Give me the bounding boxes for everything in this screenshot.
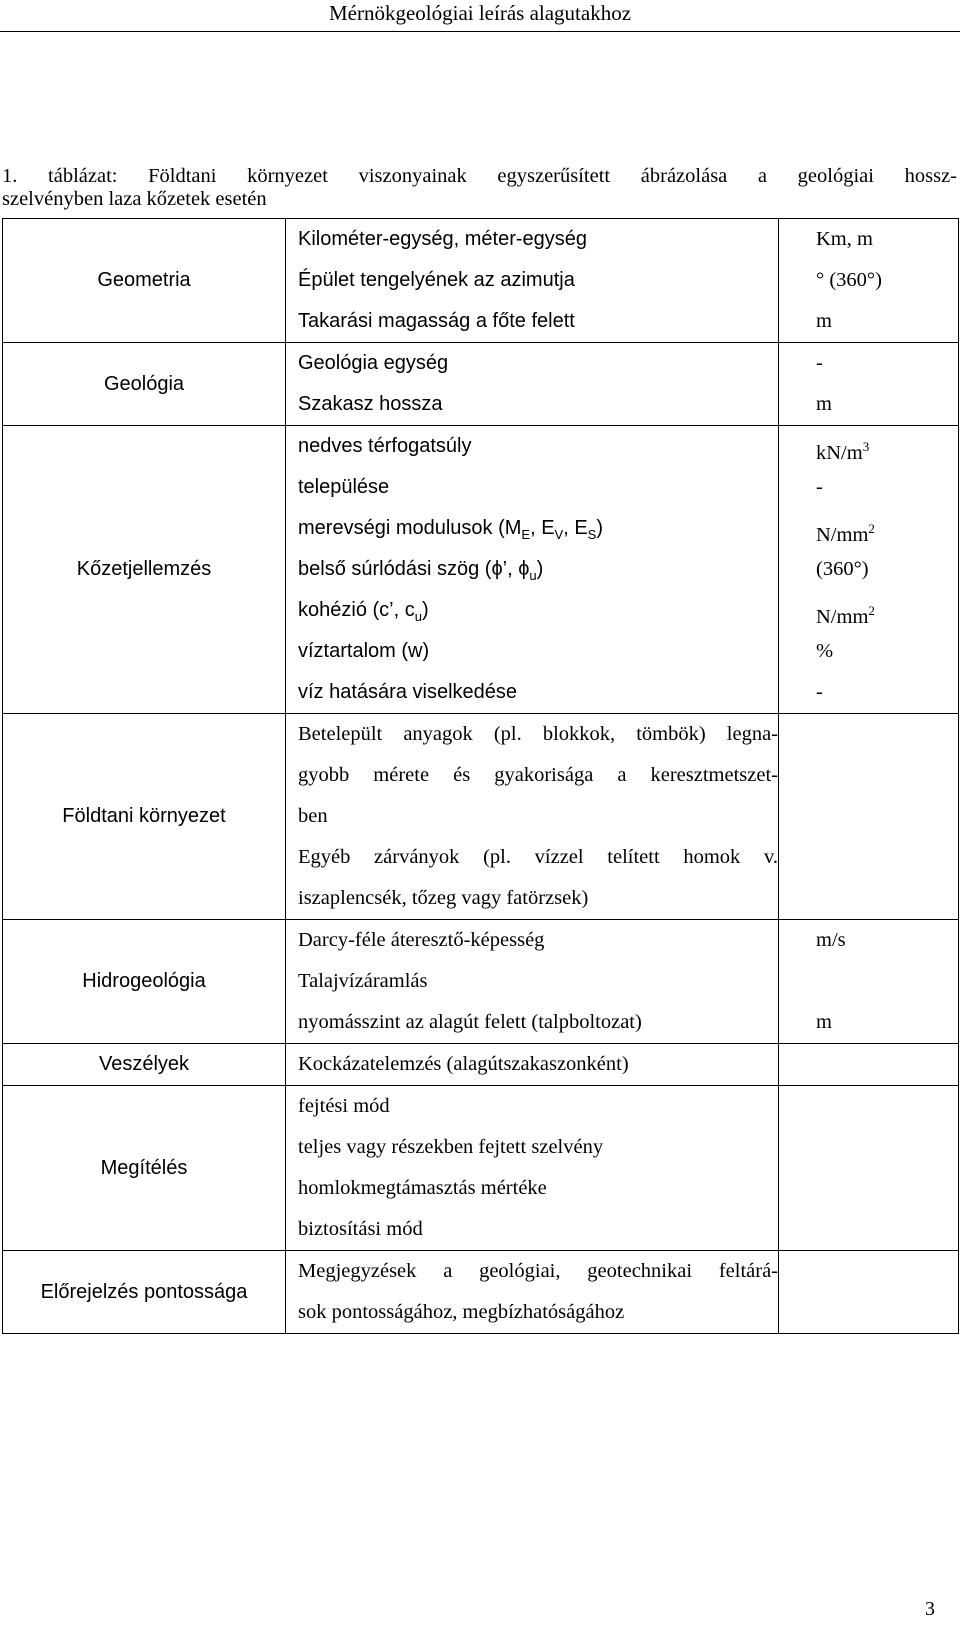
geology-table — [2, 218, 959, 1334]
units-foldtani — [779, 714, 959, 920]
table-row-foldtani — [3, 714, 959, 920]
table-row-geometria — [3, 219, 959, 343]
category-megiteles: Megítélés — [3, 1086, 286, 1251]
items-foldtani — [286, 714, 779, 920]
unit-stiffness: $N/mm^2$ — [816, 521, 875, 546]
friction-label: belső súrlódási szög ( — [298, 558, 492, 580]
foldtani-line-2: gyobb mérete és gyakorisága a keresztmetszet- — [298, 764, 778, 786]
item-risk-analysis: Kockázatelemzés (alagútszakaszonként) — [298, 1053, 629, 1075]
item-cover-height: Takarási magasság a főte felett — [298, 310, 575, 332]
cohesion-label: kohézió (c’, c — [298, 599, 415, 621]
unit-friction: (360°) — [816, 558, 869, 580]
items-veszelyek — [286, 1044, 779, 1086]
units-veszelyek — [779, 1044, 959, 1086]
item-water-behaviour: víz hatására viselkedése — [298, 681, 518, 703]
foldtani-line-4: Egyéb zárványok (pl. vízzel telített homok v. — [298, 846, 778, 868]
units-geologia — [779, 343, 959, 426]
category-geometria: Geometria — [3, 219, 286, 343]
category-elorejelzes: Előrejelzés pontossága — [3, 1251, 286, 1334]
units-kozet — [779, 426, 959, 714]
table-caption — [2, 165, 957, 211]
items-hidrogeologia — [286, 920, 779, 1044]
header-title: Mérnökgeológiai leírás alagutakhoz — [328, 1, 632, 25]
page-header — [0, 0, 960, 28]
unit-section-length: m — [816, 393, 832, 415]
category-foldtani: Földtani környezet — [3, 714, 286, 920]
unit-wet-unit-weight: $kN/m^3$ — [816, 439, 870, 464]
units-megiteles — [779, 1086, 959, 1251]
item-section-length: Szakasz hossza — [298, 393, 443, 415]
item-excavation-mode: fejtési mód — [298, 1095, 390, 1117]
items-kozet — [286, 426, 779, 714]
items-elorejelzes — [286, 1251, 779, 1334]
caption-line-1: 1. táblázat: Földtani környezet viszonyainak egyszerűsített ábrázolása a geológiai hossz- — [2, 165, 957, 187]
unit-water-behaviour: - — [816, 681, 823, 703]
units-geometria — [779, 219, 959, 343]
table-row-kozet — [3, 426, 959, 714]
category-veszelyek: Veszélyek — [3, 1044, 286, 1086]
stiffness-label: merevségi modulusok (M — [298, 517, 522, 539]
item-friction-angle: belső súrlódási szög (ϕ’, $\phi_u$) — [298, 558, 544, 583]
unit-geology-unit: - — [816, 352, 823, 374]
phi-symbol: ϕ’, $\phi_u$ — [491, 558, 537, 583]
foldtani-line-3: ben — [298, 805, 328, 827]
sub-s: S — [587, 527, 597, 542]
table-row-megiteles — [3, 1086, 959, 1251]
item-cohesion: kohézió (c’, $c_u$) — [298, 599, 429, 624]
unit-azimuth: ° (360°) — [816, 269, 882, 291]
caption-line-2: szelvényben laza kőzetek esetén — [2, 188, 267, 210]
item-water-content: víztartalom (w) — [298, 640, 430, 662]
table-row-elorejelzes — [3, 1251, 959, 1334]
foldtani-line-5: iszaplencsék, tőzeg vagy fatörzsek) — [298, 887, 589, 909]
item-azimuth: Épület tengelyének az azimutja — [298, 269, 575, 291]
unit-water-content: % — [816, 640, 834, 662]
item-km: Kilométer-egység, méter-egység — [298, 228, 588, 250]
sub-e: E — [521, 527, 531, 542]
table-row-hidrogeologia — [3, 920, 959, 1044]
item-groundwater-flow: Talajvízáramlás — [298, 970, 428, 992]
item-wet-unit-weight: nedves térfogatsúly — [298, 435, 472, 457]
items-geometria — [286, 219, 779, 343]
unit-cover-height: m — [816, 310, 832, 332]
item-darcy: Darcy-féle áteresztő-képesség — [298, 929, 545, 951]
item-full-or-partial: teljes vagy részekben fejtett szelvény — [298, 1136, 604, 1158]
units-hidrogeologia — [779, 920, 959, 1044]
item-stiffness-moduli: merevségi modulusok ($M_E$, $E_V$, $E_S$) — [298, 517, 604, 542]
item-support-mode: biztosítási mód — [298, 1218, 423, 1240]
item-pressure-level: nyomásszint az alagút felett (talpboltozat) — [298, 1011, 642, 1033]
elorejelzes-line-2: sok pontosságához, megbízhatóságához — [298, 1301, 625, 1323]
item-face-support: homlokmegtámasztás mértéke — [298, 1177, 547, 1199]
unit-cohesion: $N/mm^2$ — [816, 603, 875, 628]
table-row-geologia — [3, 343, 959, 426]
foldtani-line-1: Betelepült anyagok (pl. blokkok, tömbök) legna- — [298, 723, 778, 745]
unit-darcy: m/s — [816, 929, 846, 951]
unit-pressure-level: m — [816, 1011, 832, 1033]
unit-groundwater-flow — [779, 961, 958, 1002]
sub-u: u — [414, 609, 422, 624]
header-rule — [0, 31, 960, 32]
page-number: 3 — [925, 1598, 935, 1620]
items-megiteles — [286, 1086, 779, 1251]
unit-bedding: - — [816, 476, 823, 498]
unit-km: Km, m — [816, 228, 873, 250]
category-geologia: Geológia — [3, 343, 286, 426]
elorejelzes-line-1: Megjegyzések a geológiai, geotechnikai feltárá- — [298, 1260, 778, 1282]
table-row-veszelyek — [3, 1044, 959, 1086]
items-geologia — [286, 343, 779, 426]
sub-v: V — [554, 527, 564, 542]
item-geology-unit: Geológia egység — [298, 352, 449, 374]
item-bedding: települése — [298, 476, 390, 498]
category-hidrogeologia: Hidrogeológia — [3, 920, 286, 1044]
category-kozet: Kőzetjellemzés — [3, 426, 286, 714]
units-elorejelzes — [779, 1251, 959, 1334]
